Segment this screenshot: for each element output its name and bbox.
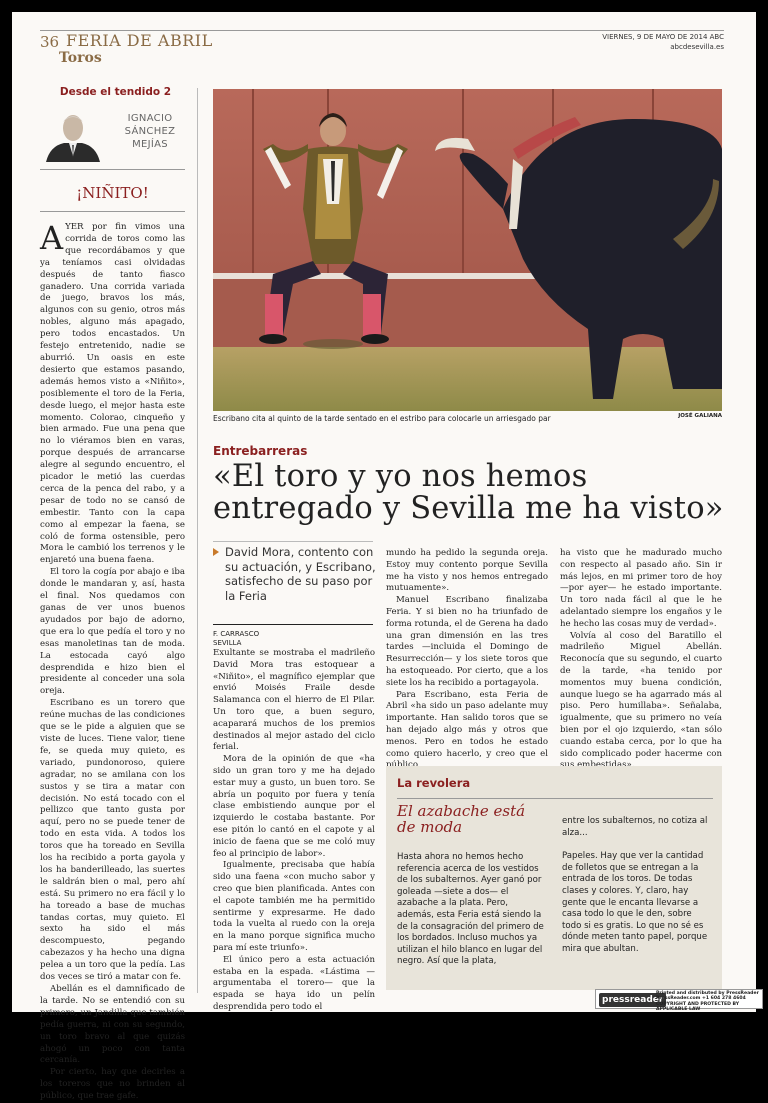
sidebar-box bbox=[386, 766, 722, 990]
article-byline bbox=[213, 624, 373, 648]
column-body bbox=[40, 219, 185, 1103]
issue-date: VIERNES, 9 DE MAYO DE 2014 ABC bbox=[602, 33, 724, 41]
article-column-3 bbox=[560, 548, 722, 762]
opinion-column bbox=[40, 86, 185, 1102]
column-paragraph: Escribano es un torero que reúne muchas de las condiciones que se le pide a alguien que se viste de luces. Tiene valor, tiene fe, se queda muy quieto, es variado, pundonoroso, quiere agradar, no se amilana con los sustos y se tira a matar con decisión. No está tocado con el pellizco que tanto gusta por aquí, pero no se puede tener de todo en esta vida. A todos los toros que ha toreado en Sevilla los ha recibido a porta gayola y los ha banderilleado, las suertes le saldrán bien o mal, pero ahí está. Su primero no era fácil y lo ha toreado a base de muchas tandas cortas, muy quieto. El sexto ha sido el más descompuesto, pegando cabezazos y ha hecho una digna pelea a un toro que la pedía. Las dos veces se tiró a matar con fe. bbox=[40, 698, 185, 983]
section-title: FERIA DE ABRIL bbox=[66, 31, 213, 50]
sidebar-rule bbox=[397, 798, 713, 799]
column-divider bbox=[197, 88, 198, 993]
sidebar-column-2: entre los subalternos, no cotiza al alza... Papeles. Hay que ver la cantidad de folletos que se entregan a la entrada de los toros. De todas clases y colores. Y, claro, hay gente que le encanta llevarse a casa todo lo que le den, sobre todo si es gratis. Lo que no sé es dónde meten tanto papel, porque mira que abultan. bbox=[562, 816, 708, 954]
website: abcdesevilla.es bbox=[670, 43, 724, 51]
article-paragraph: Manuel Escribano finalizaba Feria. Y si bien no ha triunfado de forma rotunda, el de Gerena ha dado una gran dimensión en las tres tardes —incluida el Domingo de Resurrección— y los siete toros que ha estoqueado. Por cierto, que a los siete los ha recibido a portagayola. bbox=[386, 595, 548, 688]
article-paragraph: Mora de la opinión de que «ha sido un gran toro y me ha dejado estar muy a gusto, un buen toro. Se abría un poquito por fuera y tenía clase embistiendo aunque por el izquierdo le costaba bastante. Por ese pitón lo cantó en el capote y al inicio de faena que se me coló muy feo al principio de labor». bbox=[213, 754, 375, 859]
article-paragraph: Exultante se mostraba el madrileño David Mora tras estoquear a «Niñito», el magnífico ejemplar que envió Moisés Fraile desde Salamanca con el hierro de El Pilar. Un toro que, a buen seguro, acaparará muchos de los premios destinados al mejor astado del ciclo ferial. bbox=[213, 648, 375, 753]
pressreader-footer bbox=[595, 989, 763, 1012]
subsection-title: Toros bbox=[59, 50, 102, 66]
article-paragraph: Volvía al coso del Baratillo el madrileño Miguel Abellán. Reconocía que su segundo, el cuarto de la tarde, «ha tenido por momentos muy buena condición, aunque luego se ha agarrado más al piso. Pero humillaba». Señalaba, igualmente, que su primero no veía bien por el ojo izquierdo, «tan sólo cuando estaba cerca, por lo que ha sido complicado poder hacerme con bbox=[560, 630, 722, 759]
pressreader-text: Printed and distributed by PressReader PressReader.com +1 604 278 4604 COPYRIGHT AND PROTECTED BY APPLICABLE LAW bbox=[656, 991, 759, 1012]
column-paragraph: Abellán es el damnificado de la tarde. No se entendió con su primero, un Jandilla que también pedía guerra, ni con su segundo, un toro bravo al que quizás ahogó un poco con tanta cercanía. bbox=[40, 984, 185, 1066]
author-photo bbox=[42, 108, 104, 162]
sidebar-column-1: Hasta ahora no hemos hecho referencia acerca de los vestidos de los subalternos. Ayer ganó por goleada —siete a dos— el azabache a la plata. Pero, además, esta Feria está siendo la de la consagración del primero de los bordados. Incluso muchos ya utilizan el hilo blanco en lugar del negro. Así que la plata, bbox=[397, 852, 544, 967]
article-column-1 bbox=[213, 648, 375, 1012]
bullfight-photo bbox=[213, 89, 722, 411]
photo-caption: Escribano cita al quinto de la tarde sentado en el estribo para colocarle un arriesgado par JOSÉ GALIANA bbox=[213, 413, 722, 423]
column-title: ¡NIÑITO! bbox=[40, 184, 185, 212]
byline-name: F. CARRASCO bbox=[213, 630, 260, 638]
byline-place: SEVILLA bbox=[213, 639, 242, 647]
article-paragraph: El único pero a esta actuación estaba en la espada. «Lástima —argumentaba el torero— que la espada se haya ido un pelín desprendida pero todo el bbox=[213, 954, 375, 1012]
article-paragraph: Igualmente, precisaba que había sido una faena «con mucho sabor y creo que bien planificada. Antes con el capote también me ha permitido sentirme y expresarme. He dado toda la vuelta al ruedo con la oreja en la mano porque significa mucho para mí este triunfo». bbox=[213, 860, 375, 953]
author-name: IGNACIO SÁNCHEZ MEJÍAS bbox=[124, 113, 176, 150]
page-header bbox=[40, 30, 724, 68]
drop-cap: A bbox=[40, 219, 64, 257]
photo-credit: JOSÉ GALIANA bbox=[678, 413, 722, 419]
author-box bbox=[40, 102, 185, 170]
sidebar-title: El azabache está de moda bbox=[397, 802, 526, 836]
newspaper-page bbox=[12, 12, 759, 1102]
pressreader-logo: pressreader bbox=[599, 993, 666, 1007]
column-paragraph: AYER por fin vimos una corrida de toros como las que recordábamos y que ya teníamos casi olvidadas después de tanto fiasco ganadero. Una corrida variada de juego, bravos los más, algunos con su genio, otros más nobles, alguno más apagado, pero todos encastados. Un festejo entretenido, nadie se aburrió. Un oasis en este desierto que estamos pasando, además hemos visto a «Niñito», posiblemente el toro de la Feria, desde luego, el mejor hasta este momento. Colorao, cinqueño y bien armado. Fue una pena que no lo viéramos bien en varas, porque después de arrancarse alegre al segundo encuentro, el picador le metió las cuerdas cerca de la penca del rabo, y a pesar de todo no se cansó de embestir. Tanto con la capa como al empezar la faena, se coló de forma ostensible, pero Mora le cambió los terrenos y le enjaretó una buena faena. bbox=[40, 219, 185, 566]
article-kicker: Entrebarreras bbox=[213, 444, 308, 458]
column-paragraph: Por cierto, hay que decirles a los toreros que no brinden al público, que trae gafe. bbox=[40, 1067, 185, 1102]
article-headline: «El toro y yo nos hemos entregado y Sevilla me ha visto» bbox=[213, 459, 724, 526]
column-heading: Desde el tendido 2 bbox=[59, 86, 172, 98]
column-paragraph: El toro la cogía por abajo e iba donde le mandaran y, así, hasta el final. Nos quedamos con ganas de ver unos buenos ayudados por bajo de adorno, que era lo que pedía el toro y no esas manoletinas tan de moda. La estocada cayó algo desprendida e hizo bien el presidente al conceder una sola oreja. bbox=[40, 567, 185, 697]
publication-name: ABC bbox=[709, 33, 724, 41]
page-number: 36 bbox=[40, 33, 60, 51]
triangle-bullet-icon bbox=[213, 548, 219, 556]
sidebar-kicker: La revolera bbox=[397, 776, 471, 790]
article-paragraph: ha visto que he madurado mucho con respecto al pasado año. Sin ir más lejos, en mi primer toro de hoy —por ayer— he estado importante. Un toro nada fácil al que le he adelantado siempre los engaños y le he hecho las cosas muy de verdad». bbox=[560, 548, 722, 629]
article-paragraph: Para Escribano, esta Feria de Abril «ha sido un paso adelante muy importante. Han salido toros que se han dejado algo más y otros que menos. Pero en todos he estado como quiero hacerlo, y creo que el bbox=[386, 689, 548, 759]
subhead-rule bbox=[213, 541, 373, 542]
article-column-2 bbox=[386, 548, 548, 762]
article-subhead: David Mora, contento con su actuación, y Escribano, satisfecho de su paso por la Feria bbox=[213, 545, 378, 603]
article-paragraph: mundo ha pedido la segunda oreja. Estoy muy contento porque Sevilla me ha visto y nos hemos entregado mutuamente». bbox=[386, 548, 548, 594]
